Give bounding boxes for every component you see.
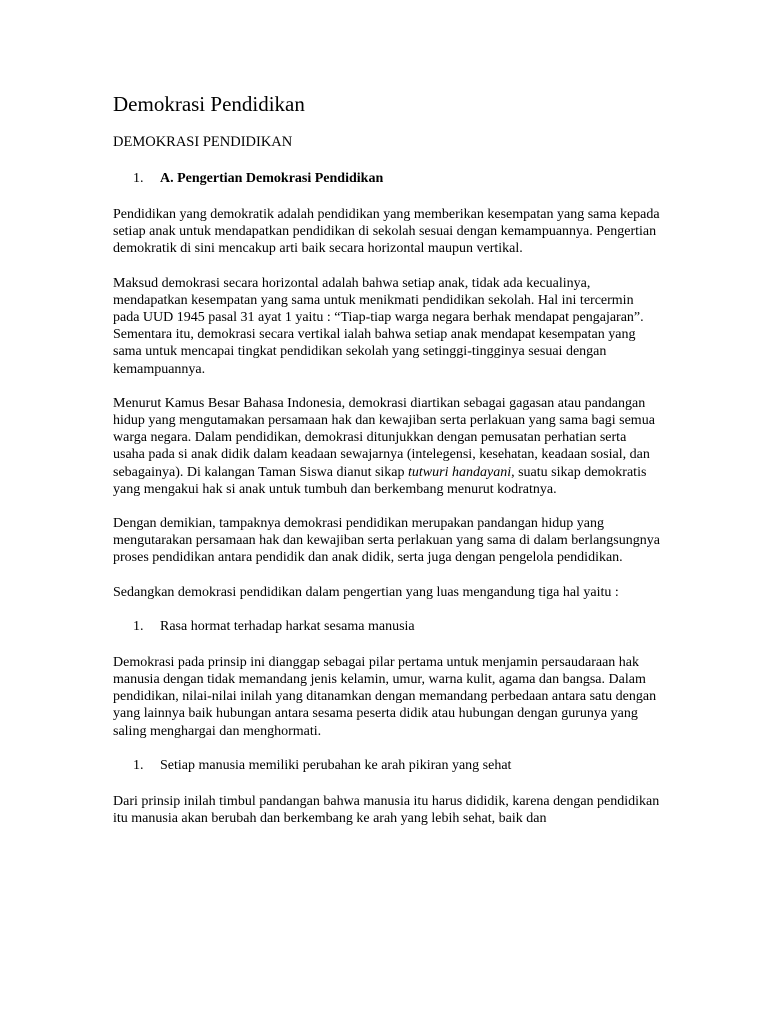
document-title: Demokrasi Pendidikan: [113, 92, 305, 116]
paragraph-3-italic: tutwuri handayani: [408, 464, 512, 480]
paragraph-2: Maksud demokrasi secara horizontal adalah bahwa setiap anak, tidak ada kecualinya, mendapatkan kesempatan yang sama untuk menikmati pendidikan sekolah. Hal ini tercermin pada UUD 1945 pasal 31 ayat 1 yaitu : “Tiap-tiap warga negara berhak mendapat pengajaran”. Sementara itu, demokrasi secara vertikal ialah bahwa setiap anak mendapat kesempatan yang sama untuk mencapai tingkat pendidikan sekolah yang setinggi-tingginya sesuai dengan kemampuannya.: [113, 275, 644, 377]
list-number: 1.: [133, 171, 144, 186]
list-item-label: Setiap manusia memiliki perubahan ke arah pikiran yang sehat: [160, 757, 512, 773]
paragraph-3-text-b: , suatu sikap demokratis yang mengakui hak si anak untuk tumbuh dan berkembang menurut kodratnya.: [113, 464, 647, 497]
section-heading-a: [113, 170, 661, 187]
paragraph-3-text-a: Menurut Kamus Besar Bahasa Indonesia, demokrasi diartikan sebagai gagasan atau pandangan hidup yang mengutamakan persamaan hak dan kewajiban serta perlakuan yang sama bagi semua warga negara. Dalam pendidikan, demokrasi ditunjukkan dengan pemusatan perhatian serta usaha pada si anak didik dalam keadaan sewajarnya (intelegensi, kesehatan, keadaan sosial, dan sebagainya). Di kalangan Taman Siswa dianut sikap: [113, 395, 655, 480]
paragraph-3: [113, 395, 661, 498]
document-heading: DEMOKRASI PENDIDIKAN: [113, 134, 293, 150]
paragraph-5: Sedangkan demokrasi pendidikan dalam pengertian yang luas mengandung tiga hal yaitu :: [113, 584, 619, 600]
paragraph-1: Pendidikan yang demokratik adalah pendidikan yang memberikan kesempatan yang sama kepada setiap anak untuk mendapatkan pendidikan di sekolah sesuai dengan kemampuannya. Pengertian demokratik di sini mencakup arti baik secara horizontal maupun vertikal.: [113, 207, 660, 257]
list-item-2: [113, 757, 661, 774]
document-page: [113, 92, 661, 844]
paragraph-6: Demokrasi pada prinsip ini dianggap sebagai pilar pertama untuk menjamin persaudaraan hak manusia dengan tidak memandang jenis kelamin, umur, warna kulit, agama dan bangsa. Dalam pendidikan, nilai-nilai inilah yang ditanamkan dengan memandang perbedaan antara satu dengan yang lainnya baik hubungan antara sesama peserta didik atau hubungan dengan gurunya yang saling menghargai dan menghormati.: [113, 654, 657, 739]
list-number: 1.: [133, 757, 144, 773]
paragraph-4: Dengan demikian, tampaknya demokrasi pendidikan merupakan pandangan hidup yang mengutarakan persamaan hak dan kewajiban serta perlakuan yang sama di dalam berlangsungnya proses pendidikan antara pendidik dan anak didik, serta juga dengan pengelola pendidikan.: [113, 516, 660, 566]
list-item-label: Rasa hormat terhadap harkat sesama manusia: [160, 618, 415, 634]
section-label: A. Pengertian Demokrasi Pendidikan: [160, 171, 384, 186]
list-number: 1.: [133, 618, 144, 634]
list-item-1: [113, 618, 661, 635]
paragraph-7: Dari prinsip inilah timbul pandangan bahwa manusia itu harus dididik, karena dengan pendidikan itu manusia akan berubah dan berkembang ke arah yang lebih sehat, baik dan: [113, 793, 660, 827]
